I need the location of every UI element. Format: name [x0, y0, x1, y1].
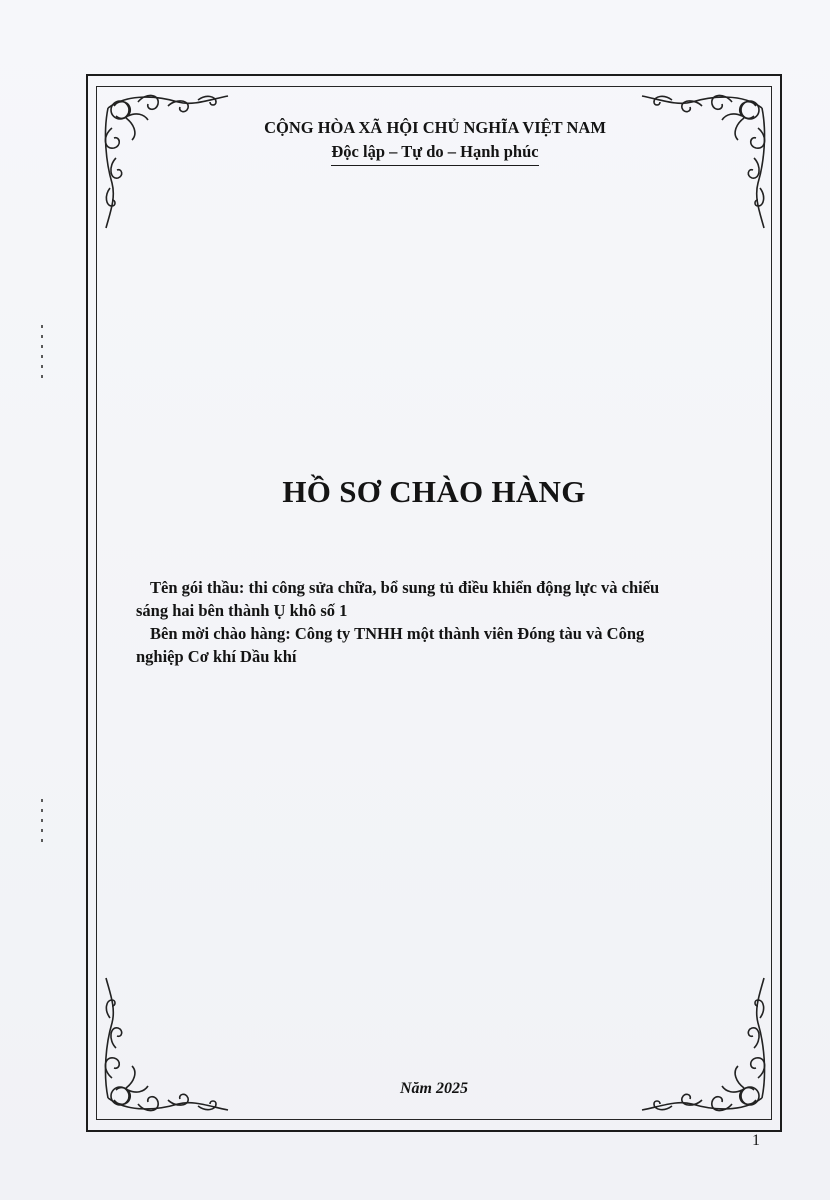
punch-marks-top	[40, 318, 46, 378]
page-number: 1	[752, 1132, 760, 1149]
national-motto: Độc lập – Tự do – Hạnh phúc	[331, 140, 538, 166]
inviter-line-2: nghiệp Cơ khí Dầu khí	[136, 647, 297, 666]
document-details	[136, 576, 757, 668]
country-name: CỘNG HÒA XÃ HỘI CHỦ NGHĨA VIỆT NAM	[264, 118, 606, 137]
package-name-line-1: Tên gói thầu: thi công sửa chữa, bổ sung tủ điều khiển động lực và chiếu	[150, 578, 660, 597]
document-title: HỒ SƠ CHÀO HÀNG	[282, 474, 586, 509]
national-header	[200, 116, 670, 166]
package-name-line-2: sáng hai bên thành Ụ khô số 1	[136, 601, 348, 620]
document-year: Năm 2025	[400, 1080, 468, 1097]
punch-marks-bottom	[40, 792, 46, 842]
inviter-line-1: Bên mời chào hàng: Công ty TNHH một thành viên Đóng tàu và Công	[150, 624, 645, 643]
